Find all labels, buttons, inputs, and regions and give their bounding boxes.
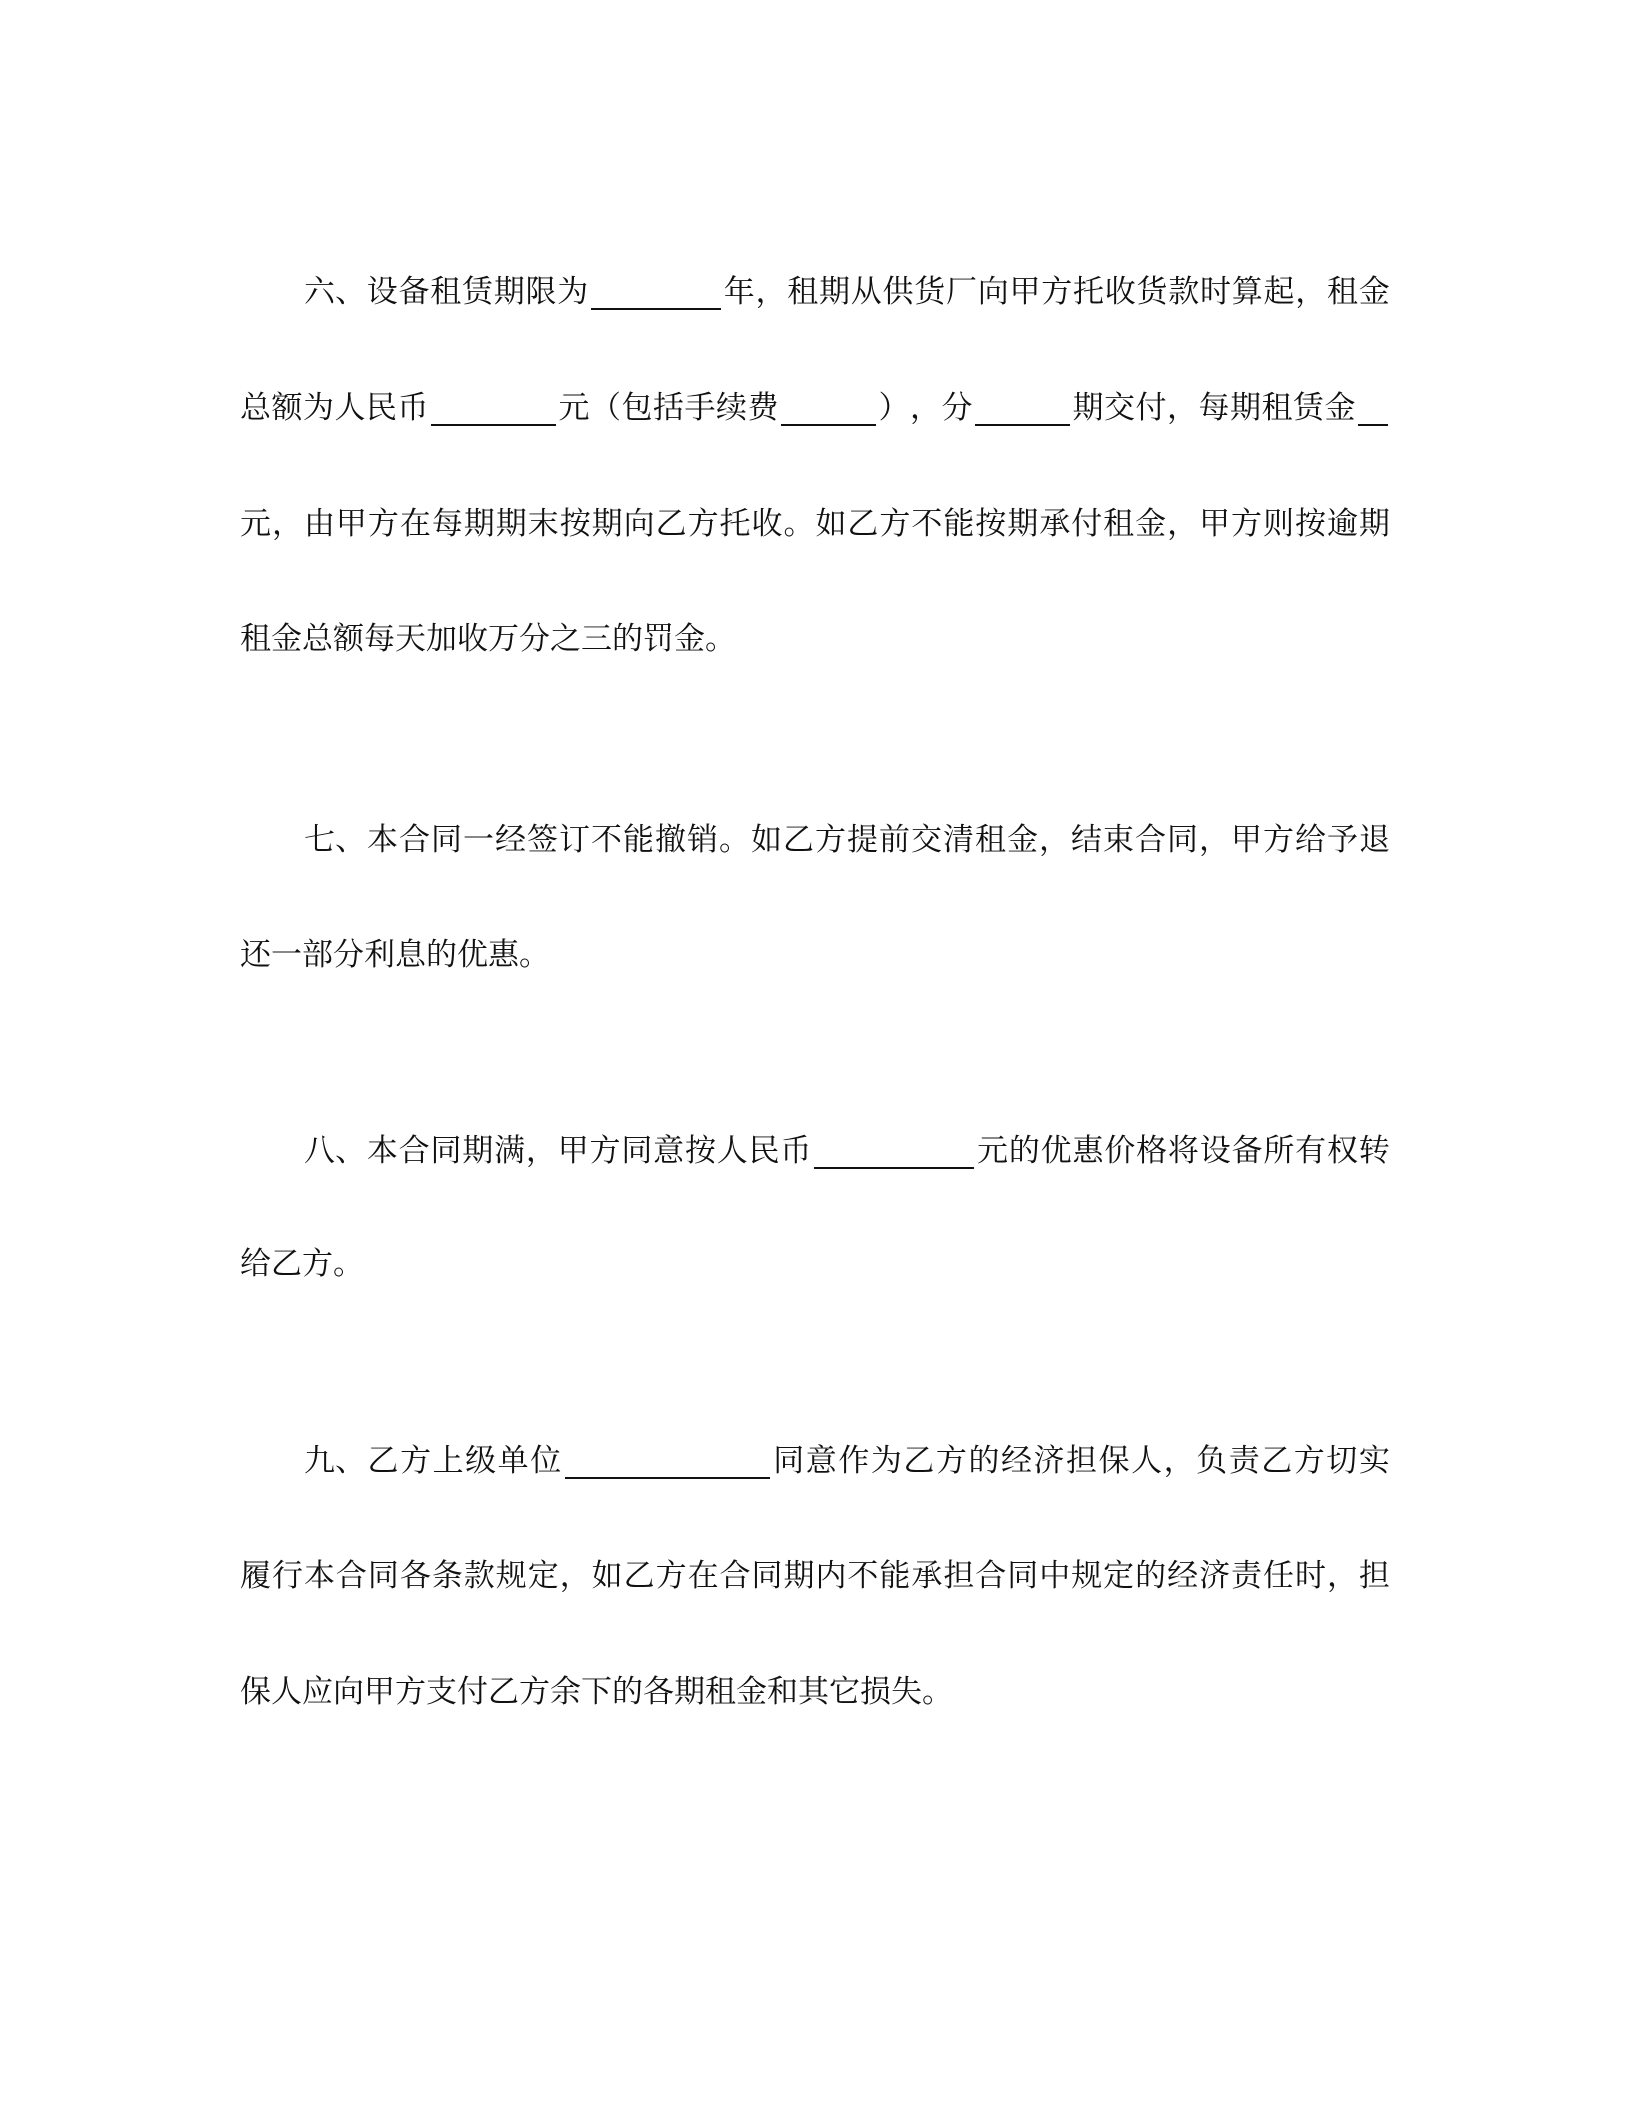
text-segment: ， (1326, 1558, 1358, 1594)
text-segment: 担 (1066, 1443, 1098, 1479)
text-segment: 方 (655, 1558, 687, 1594)
text-segment: 交 (1104, 390, 1135, 426)
text-segment: 转 (1358, 1133, 1390, 1169)
text-segment: 租 (430, 274, 462, 310)
text-segment: 的 (1135, 1558, 1167, 1594)
text-segment: 不 (911, 506, 943, 542)
clause-9-line-2 (240, 1548, 1390, 1604)
text-segment: 本 (367, 822, 398, 858)
text-segment: 期 (819, 274, 850, 310)
text-segment: 乙 (1261, 1443, 1293, 1479)
text-segment: 担 (943, 1558, 975, 1594)
text-segment: 赁 (462, 274, 493, 310)
text-segment: 在 (399, 506, 431, 542)
text-segment: 为 (557, 274, 589, 310)
text-segment: 清 (943, 822, 974, 858)
text-segment: 民 (366, 390, 397, 426)
text-segment: 意 (805, 1443, 837, 1479)
text-segment: 一 (463, 822, 494, 858)
text-segment: 给 (1295, 822, 1326, 858)
text-segment: 能 (879, 1558, 911, 1594)
text-segment: 款 (1168, 274, 1200, 310)
text-segment: ， (1295, 274, 1327, 310)
text-segment: 方 (1231, 506, 1263, 542)
text-segment: 为 (303, 390, 334, 426)
text-segment: 实 (1358, 1443, 1390, 1479)
text-segment: 元 (977, 1133, 1008, 1169)
text-segment: 租 (1327, 274, 1358, 310)
text-segment: 租 (1261, 390, 1293, 426)
text-segment: 包 (621, 390, 653, 426)
text-segment: 方 (687, 506, 719, 542)
text-segment: 乙 (783, 822, 814, 858)
clause-8-line-2 (240, 1236, 1390, 1292)
text-segment: 费 (747, 390, 779, 426)
text-segment: 经 (495, 822, 526, 858)
text-segment: 能 (623, 822, 654, 858)
text-segment: 备 (1231, 1133, 1263, 1169)
text-segment: 乙 (903, 1443, 935, 1479)
text-segment: 期 (1230, 390, 1261, 426)
text-segment: 权 (1326, 1133, 1358, 1169)
text-segment: 本 (303, 1558, 335, 1594)
text-segment: 付 (1135, 390, 1167, 426)
text-segment: 合 (975, 1558, 1007, 1594)
text-segment: 租金总额每天加收万分之三的罚金。 (240, 621, 736, 657)
text-segment: 销 (687, 822, 718, 858)
text-segment: 结 (1071, 822, 1102, 858)
text-segment: 收 (751, 506, 783, 542)
text-segment: 。 (719, 822, 750, 858)
text-segment: 合 (399, 822, 430, 858)
text-segment: 合 (335, 1558, 367, 1594)
text-segment: 履 (240, 1558, 271, 1594)
text-segment: 担 (1358, 1558, 1390, 1594)
text-segment: 前 (879, 822, 910, 858)
text-segment: 从 (850, 274, 882, 310)
text-segment: ， (1199, 822, 1230, 858)
text-segment: 人 (1131, 1443, 1163, 1479)
text-segment: 货 (914, 274, 946, 310)
text-segment: 金 (1358, 274, 1390, 310)
text-segment: 格 (1136, 1133, 1168, 1169)
text-segment: 不 (591, 822, 622, 858)
text-segment: 经 (1000, 1443, 1032, 1479)
text-segment: 济 (1199, 1558, 1231, 1594)
text-segment: ， (525, 1133, 557, 1169)
text-segment: 乙 (847, 506, 879, 542)
text-segment: 元 (558, 390, 590, 426)
text-segment: 同 (751, 1558, 783, 1594)
text-segment: 承 (911, 1558, 943, 1594)
text-segment: 七、 (304, 822, 366, 858)
text-segment: 合 (719, 1558, 751, 1594)
text-segment: 负 (1196, 1443, 1228, 1479)
text-segment: 时 (1294, 1558, 1326, 1594)
text-segment: 同 (773, 1443, 805, 1479)
text-segment: 甲 (1231, 822, 1262, 858)
text-segment: 按 (684, 1133, 716, 1169)
text-segment: 交 (911, 822, 942, 858)
text-segment: 期 (495, 506, 527, 542)
text-segment: 规 (495, 1558, 527, 1594)
text-segment: 不 (847, 1558, 879, 1594)
text-segment: 每 (1198, 390, 1230, 426)
text-segment: 逾 (1326, 506, 1358, 542)
text-segment: 单 (497, 1443, 529, 1479)
text-segment: 定 (1103, 1558, 1135, 1594)
text-segment: 保人应向甲方支付乙方余下的各期租金和其它损失。 (240, 1674, 953, 1710)
text-segment: 责 (1231, 1558, 1263, 1594)
text-segment: 托 (719, 506, 751, 542)
clause-6-line-3 (240, 496, 1390, 552)
text-segment: 期 (462, 1133, 494, 1169)
text-segment: 意 (653, 1133, 685, 1169)
text-segment: 租 (787, 274, 819, 310)
text-segment: 分 (941, 390, 973, 426)
text-segment: 末 (527, 506, 559, 542)
text-segment: 按 (559, 506, 591, 542)
text-segment: 内 (815, 1558, 847, 1594)
text-segment: 同 (1007, 1558, 1039, 1594)
clause-8-line-1 (240, 1123, 1390, 1179)
text-segment: ， (271, 506, 303, 542)
text-segment: 租 (1103, 506, 1135, 542)
text-segment: ） (878, 390, 910, 426)
text-segment: 同 (1167, 822, 1198, 858)
text-segment: 。 (783, 506, 815, 542)
text-segment: 手 (684, 390, 716, 426)
text-segment: ， (1167, 390, 1198, 426)
text-segment: 括 (653, 390, 684, 426)
text-segment: 合 (398, 1133, 430, 1169)
text-segment: 条 (431, 1558, 463, 1594)
text-segment: 向 (977, 274, 1009, 310)
text-segment: 作 (838, 1443, 870, 1479)
text-segment: 方 (815, 822, 846, 858)
text-segment: 将 (1167, 1133, 1199, 1169)
text-segment: 任 (1263, 1558, 1294, 1594)
text-segment: 提 (847, 822, 878, 858)
text-segment: 期 (1072, 390, 1104, 426)
text-segment: 备 (398, 274, 430, 310)
text-segment: 币 (780, 1133, 812, 1169)
text-segment: 八、 (304, 1133, 366, 1169)
text-segment: 甲 (557, 1133, 589, 1169)
text-segment: 租 (975, 822, 1006, 858)
text-segment: 保 (1098, 1443, 1130, 1479)
text-segment: 供 (882, 274, 914, 310)
text-segment: 期 (493, 274, 525, 310)
text-segment: 在 (687, 1558, 719, 1594)
text-segment: 的 (968, 1443, 1000, 1479)
text-segment: 如 (815, 506, 847, 542)
text-segment: 本 (366, 1133, 398, 1169)
fill-in-blank (431, 390, 556, 426)
text-segment: 每 (431, 506, 463, 542)
text-segment: 撤 (655, 822, 686, 858)
text-segment: 算 (1231, 274, 1263, 310)
text-segment: 合 (1135, 822, 1166, 858)
text-segment: 时 (1200, 274, 1231, 310)
text-segment: 定 (527, 1558, 559, 1594)
fill-in-blank (591, 274, 721, 310)
text-segment: 按 (975, 506, 1007, 542)
fill-in-blank (565, 1443, 770, 1479)
text-segment: 由 (303, 506, 335, 542)
text-segment: 民 (748, 1133, 780, 1169)
text-segment: 优 (1040, 1133, 1072, 1169)
text-segment: 退 (1359, 822, 1390, 858)
text-segment: 为 (870, 1443, 902, 1479)
text-segment: 切 (1326, 1443, 1358, 1479)
text-segment: 则 (1263, 506, 1294, 542)
text-segment: 总 (240, 390, 271, 426)
fill-in-blank (1358, 390, 1388, 426)
text-segment: 同 (430, 1133, 462, 1169)
text-segment: 方 (367, 506, 399, 542)
text-segment: 满 (494, 1133, 526, 1169)
text-segment: 货 (1136, 274, 1168, 310)
text-segment: 订 (559, 822, 590, 858)
text-segment: 承 (1039, 506, 1071, 542)
text-segment: 九、 (304, 1443, 366, 1479)
text-segment: ， (755, 274, 787, 310)
text-segment: 所 (1263, 1133, 1295, 1169)
text-segment: 有 (1295, 1133, 1327, 1169)
text-segment: 规 (1071, 1558, 1103, 1594)
text-segment: 方 (589, 1133, 621, 1169)
text-segment: 济 (1033, 1443, 1065, 1479)
clause-6-line-4 (240, 611, 1390, 667)
text-segment: 同 (367, 1558, 399, 1594)
text-segment: 乙 (367, 1443, 399, 1479)
text-segment: 能 (943, 506, 975, 542)
text-segment: 惠 (1072, 1133, 1104, 1169)
text-segment: 币 (397, 390, 429, 426)
clause-9-line-3 (240, 1664, 1390, 1720)
text-segment: 各 (399, 1558, 431, 1594)
text-segment: 如 (591, 1558, 623, 1594)
fill-in-blank (814, 1133, 974, 1169)
text-segment: 位 (530, 1443, 562, 1479)
text-segment: 金 (1135, 506, 1167, 542)
text-segment: 托 (1073, 274, 1104, 310)
text-segment: 价 (1104, 1133, 1136, 1169)
text-segment: 人 (716, 1133, 748, 1169)
text-segment: 方 (400, 1443, 432, 1479)
fill-in-blank (781, 390, 876, 426)
clause-7-line-2 (240, 927, 1390, 983)
text-segment: 乙 (623, 1558, 655, 1594)
text-segment: 期 (783, 1558, 815, 1594)
text-segment: 续 (716, 390, 747, 426)
text-segment: 甲 (1009, 274, 1041, 310)
text-segment: 束 (1103, 822, 1134, 858)
text-segment: 方 (879, 506, 911, 542)
text-segment: 厂 (946, 274, 977, 310)
text-segment: 责 (1228, 1443, 1260, 1479)
text-segment: 的 (1008, 1133, 1040, 1169)
text-segment: ， (1163, 1443, 1195, 1479)
text-segment: 设 (366, 274, 398, 310)
text-segment: 期 (1358, 506, 1390, 542)
text-segment: 收 (1104, 274, 1136, 310)
text-segment: 年 (723, 274, 755, 310)
text-segment: 级 (465, 1443, 497, 1479)
text-segment: 人 (334, 390, 366, 426)
clause-6-line-2 (240, 380, 1390, 436)
clause-7-line-1 (240, 812, 1390, 868)
text-segment: 甲 (1199, 506, 1231, 542)
text-segment: 期 (591, 506, 623, 542)
text-segment: 还一部分利息的优惠。 (240, 937, 550, 973)
text-segment: ， (910, 390, 941, 426)
text-segment: 按 (1294, 506, 1326, 542)
fill-in-blank (975, 390, 1070, 426)
text-segment: 经 (1167, 1558, 1199, 1594)
text-segment: ， (559, 1558, 591, 1594)
text-segment: ， (1167, 506, 1199, 542)
text-segment: 元 (240, 506, 271, 542)
text-segment: 予 (1327, 822, 1358, 858)
text-segment: 限 (525, 274, 557, 310)
text-segment: 款 (463, 1558, 495, 1594)
text-segment: 行 (271, 1558, 303, 1594)
text-segment: 付 (1071, 506, 1103, 542)
text-segment: 设 (1199, 1133, 1231, 1169)
text-segment: 方 (1041, 274, 1073, 310)
text-segment: 如 (751, 822, 782, 858)
text-segment: 方 (1293, 1443, 1325, 1479)
text-segment: （ (590, 390, 621, 426)
text-segment: 期 (463, 506, 495, 542)
text-segment: 方 (935, 1443, 967, 1479)
text-segment: 六、 (304, 274, 366, 310)
text-segment: 甲 (335, 506, 367, 542)
text-segment: 赁 (1293, 390, 1324, 426)
text-segment: 金 (1007, 822, 1038, 858)
text-segment: 中 (1039, 1558, 1071, 1594)
text-segment: 期 (1007, 506, 1039, 542)
text-segment: 方 (1263, 822, 1294, 858)
text-segment: 向 (623, 506, 655, 542)
text-segment: 同 (431, 822, 462, 858)
text-segment: 金 (1324, 390, 1356, 426)
text-segment: 乙 (655, 506, 687, 542)
text-segment: 上 (432, 1443, 464, 1479)
text-segment: 同 (621, 1133, 653, 1169)
text-segment: 给乙方。 (240, 1246, 364, 1282)
text-segment: 起 (1263, 274, 1295, 310)
clause-9-line-1 (240, 1433, 1390, 1489)
text-segment: ， (1039, 822, 1070, 858)
text-segment: 额 (271, 390, 303, 426)
text-segment: 签 (527, 822, 558, 858)
clause-6-line-1 (240, 264, 1390, 320)
